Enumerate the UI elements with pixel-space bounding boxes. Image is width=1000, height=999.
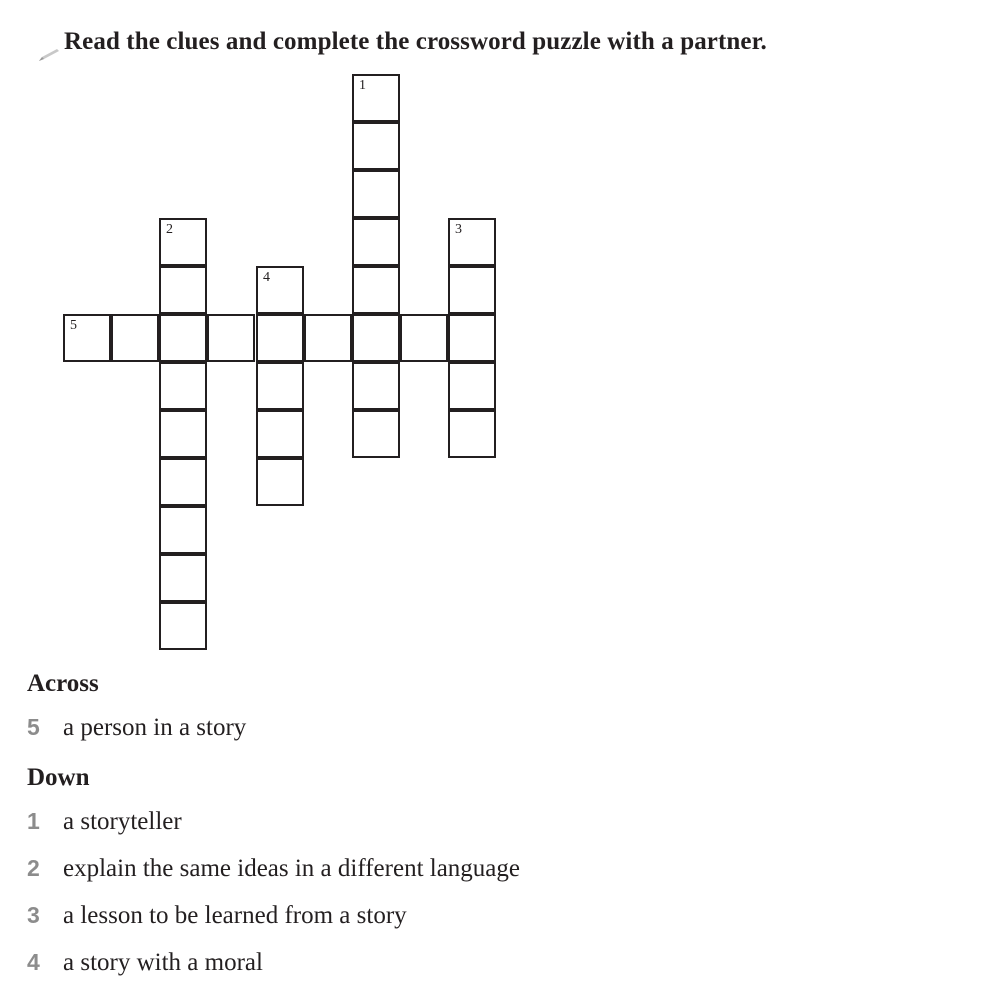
clue-text: a storyteller — [63, 808, 182, 835]
down-heading: Down — [27, 764, 90, 791]
cell-2-7[interactable] — [159, 506, 207, 554]
cell-1-1[interactable] — [352, 74, 400, 122]
instruction-text: Read the clues and complete the crossword puzzle with a partner. — [64, 28, 767, 55]
cell-5-1[interactable] — [63, 314, 111, 362]
cell-3-3[interactable] — [448, 314, 496, 362]
cell-1-7[interactable] — [352, 362, 400, 410]
down-clue — [27, 902, 407, 930]
cell-4-5[interactable] — [256, 458, 304, 506]
cell-2-5[interactable] — [159, 410, 207, 458]
clue-number: 1 — [27, 808, 40, 834]
down-clue — [27, 855, 520, 883]
cell-3-4[interactable] — [448, 362, 496, 410]
cell-1-2[interactable] — [352, 122, 400, 170]
cell-1-6[interactable] — [352, 314, 400, 362]
clue-number: 2 — [27, 855, 40, 881]
cell-1-4[interactable] — [352, 218, 400, 266]
cell-1-5[interactable] — [352, 266, 400, 314]
cell-1-8[interactable] — [352, 410, 400, 458]
cell-3-2[interactable] — [448, 266, 496, 314]
down-clue — [27, 949, 263, 977]
down-clue — [27, 808, 182, 836]
clue-number-label: 4 — [263, 270, 270, 285]
cell-2-3[interactable] — [159, 314, 207, 362]
across-clue — [27, 714, 246, 742]
across-heading: Across — [27, 670, 99, 697]
cell-5-2[interactable] — [111, 314, 159, 362]
clue-number-label: 5 — [70, 318, 77, 333]
clue-text: explain the same ideas in a different language — [63, 855, 520, 882]
cell-3-1[interactable] — [448, 218, 496, 266]
cell-5-8[interactable] — [400, 314, 448, 362]
cell-4-4[interactable] — [256, 410, 304, 458]
cell-4-1[interactable] — [256, 266, 304, 314]
cell-4-3[interactable] — [256, 362, 304, 410]
cell-2-6[interactable] — [159, 458, 207, 506]
cell-2-1[interactable] — [159, 218, 207, 266]
clue-number: 5 — [27, 714, 40, 740]
clue-number-label: 1 — [359, 78, 366, 93]
clue-number-label: 3 — [455, 222, 462, 237]
cell-2-9[interactable] — [159, 602, 207, 650]
clue-number: 3 — [27, 902, 40, 928]
cell-1-3[interactable] — [352, 170, 400, 218]
clue-text: a lesson to be learned from a story — [63, 902, 407, 929]
cell-5-4[interactable] — [207, 314, 255, 362]
clue-text: a person in a story — [63, 714, 247, 741]
clue-number-label: 2 — [166, 222, 173, 237]
cell-3-5[interactable] — [448, 410, 496, 458]
cell-2-4[interactable] — [159, 362, 207, 410]
clue-text: a story with a moral — [63, 949, 263, 976]
cell-4-2[interactable] — [256, 314, 304, 362]
cell-2-8[interactable] — [159, 554, 207, 602]
clue-number: 4 — [27, 949, 40, 975]
cell-2-2[interactable] — [159, 266, 207, 314]
cell-5-6[interactable] — [304, 314, 352, 362]
